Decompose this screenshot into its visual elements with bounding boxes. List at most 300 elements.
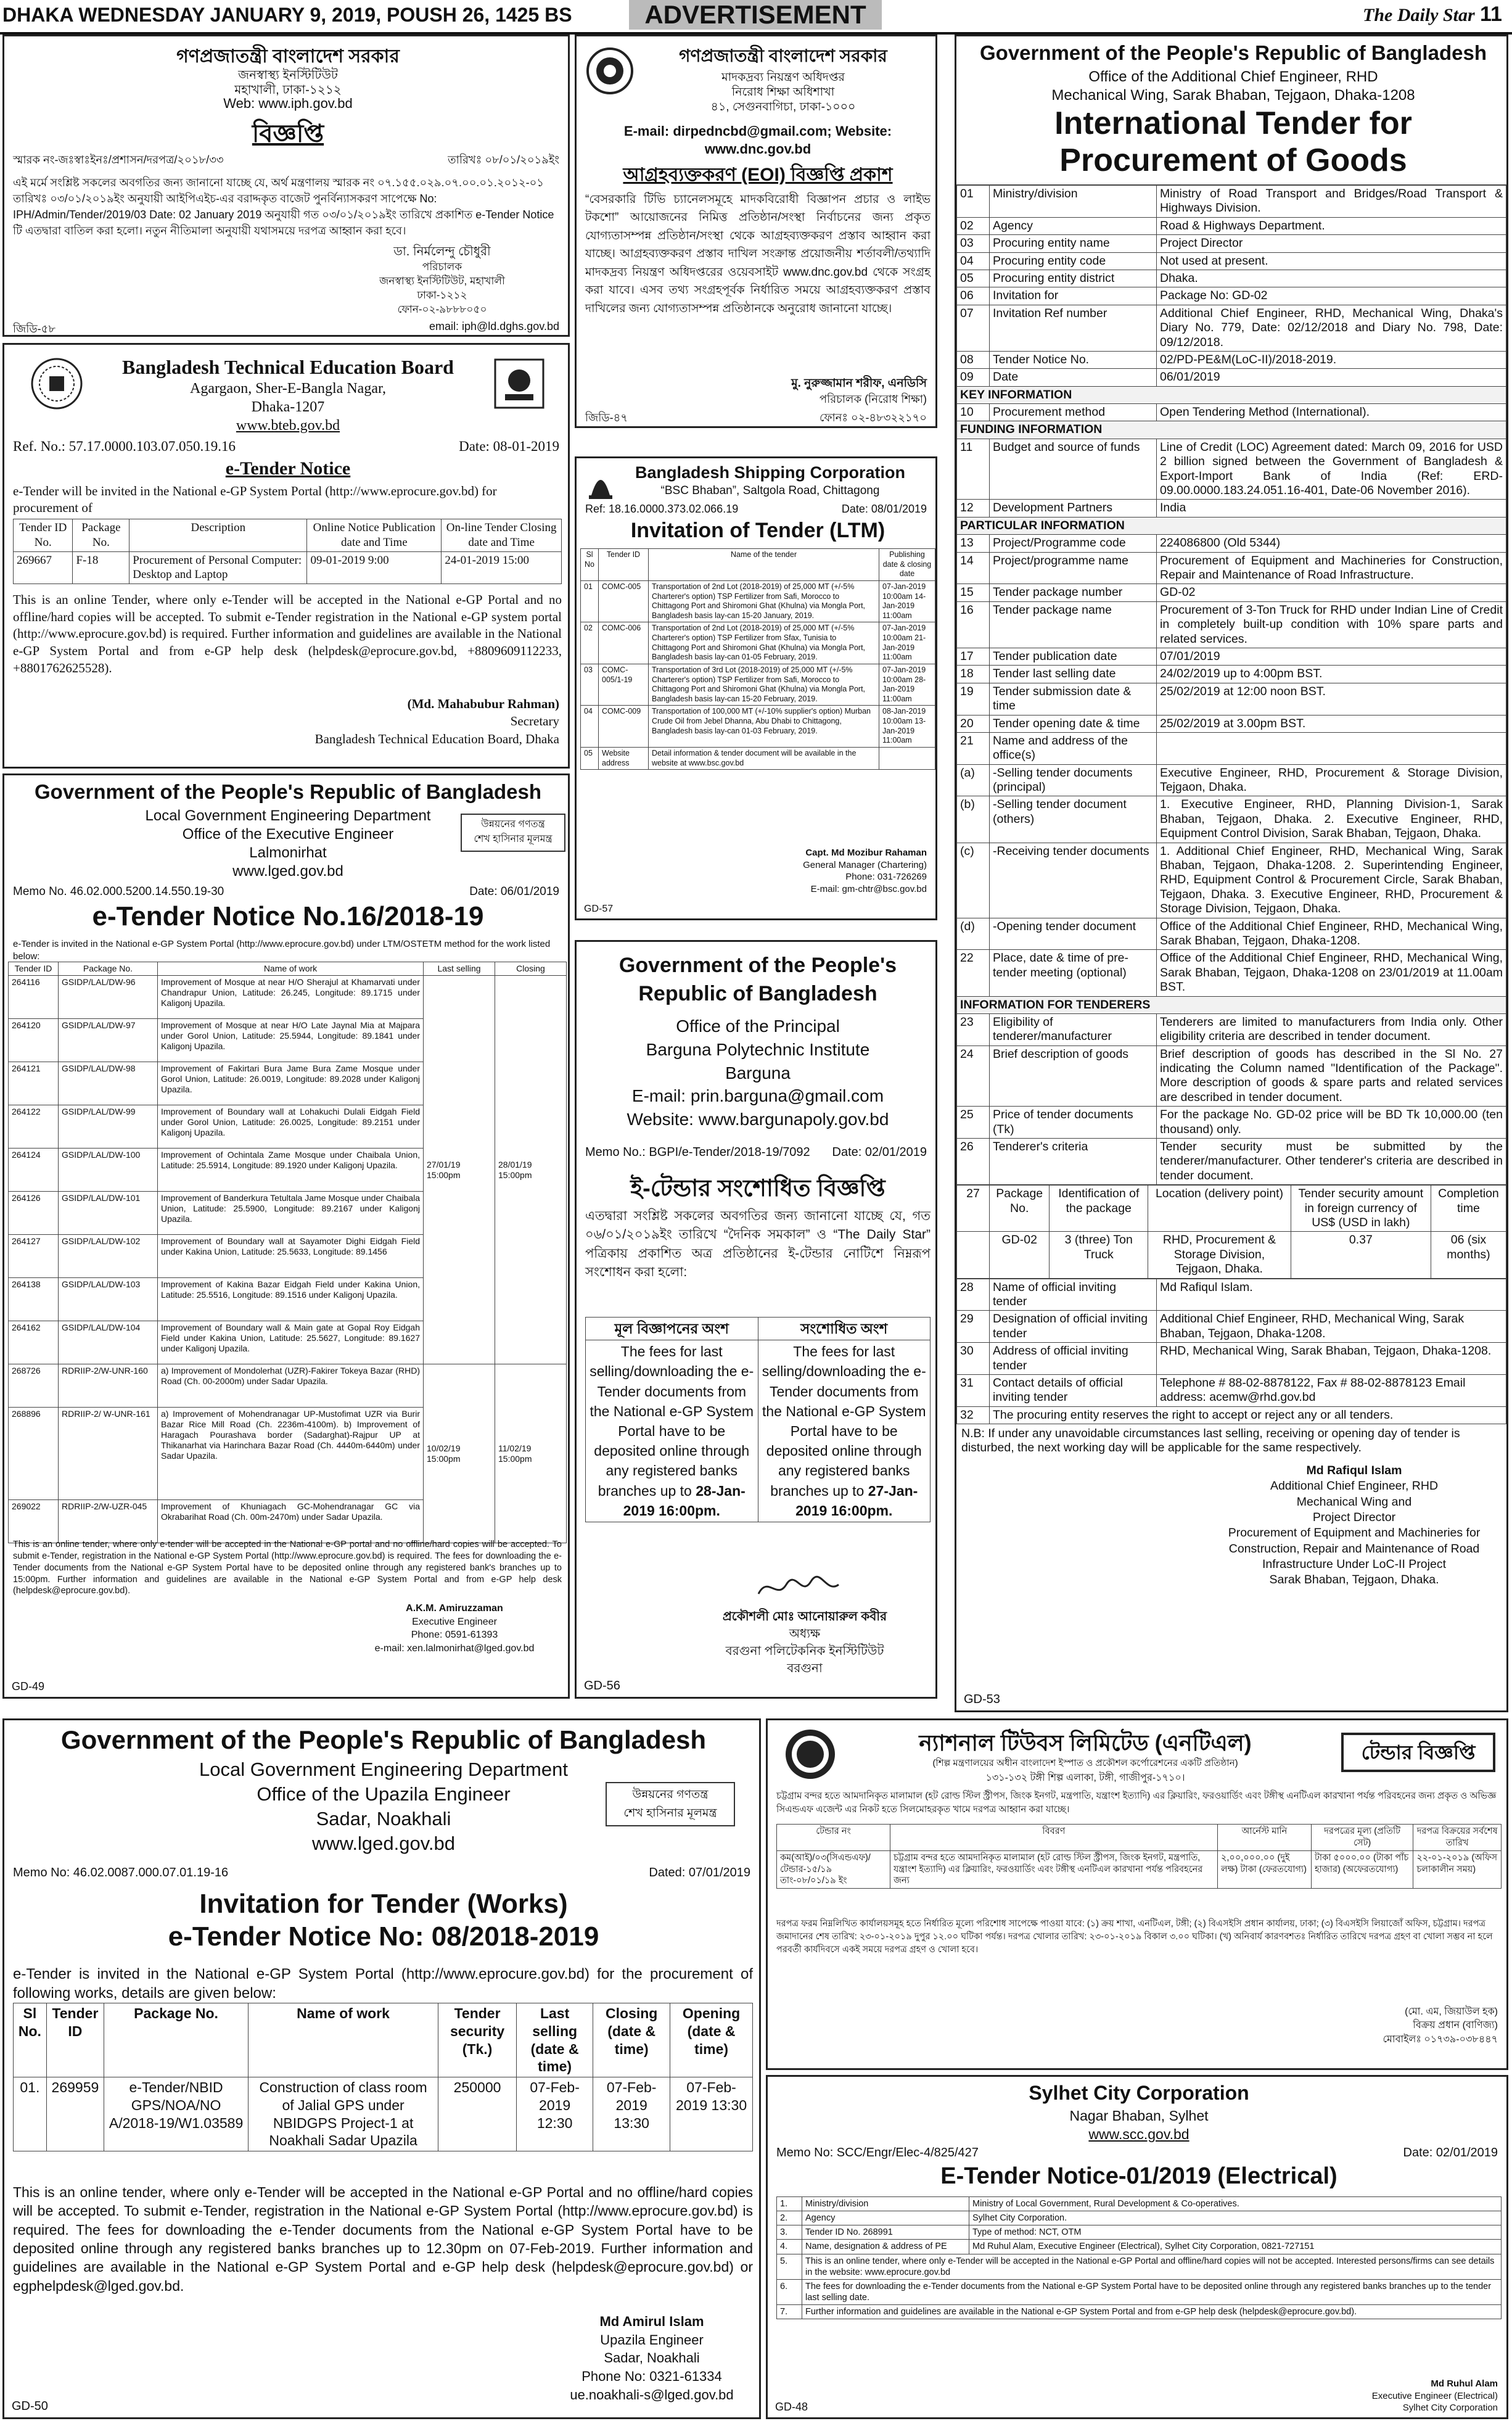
intro: e-Tender will be invited in the National e-GP System Portal (http://www.eprocure.gov.bd) for procurement of: [13, 484, 497, 516]
work-name: Improvement of Mosque at near H/O Sherajul at Khamarvati under Chandrapur Union, Latitude: 26.245, Longitude: 89.1715 under Kaligonj Upazila.: [158, 976, 424, 1019]
table-row: [957, 666, 1506, 683]
table-row: [957, 500, 1506, 517]
ad-ntl: [766, 1718, 1508, 2070]
table-row: [14, 519, 562, 552]
column-header: On-line Tender Closing date and Time: [442, 519, 562, 552]
gd-code: GD-50: [12, 2399, 48, 2413]
gd-code: GD-53: [964, 1693, 1000, 1706]
signature-block: ডা. নির্মলেন্দু চৌধুরী পরিচালক জনস্বাস্থ্য ইনস্টিটিউট, মহাখালী ঢাকা-১২১২ ফোন-০২-৯৮৮৮০৫০: [379, 245, 505, 315]
table-row: [957, 270, 1506, 287]
row-number: 19: [957, 683, 990, 715]
table-row: [957, 764, 1506, 796]
table-cell: 07-Feb-2019 13:30: [670, 2077, 753, 2151]
table-row: [957, 1406, 1506, 1424]
table-row: [957, 552, 1506, 584]
table-cell: 08-Jan-2019 10:00am 13-Jan-2019 11:00am: [879, 706, 935, 748]
package-no: GSIDP/LAL/DW-97: [59, 1019, 158, 1062]
tender-id: 268726: [9, 1364, 59, 1408]
row-number: 11: [957, 439, 990, 500]
table-row: [14, 2077, 753, 2151]
table-cell: COMC-009: [599, 706, 649, 748]
notice-title: e-Tender Notice No.16/2018-19: [92, 901, 484, 931]
column-header: Closing: [495, 962, 567, 976]
table-cell: COMC-005: [599, 580, 649, 622]
tender-table: [776, 1824, 1502, 1889]
table-row: [777, 2240, 1502, 2254]
table-cell: RHD, Procurement & Storage Division, Tejgaon, Dhaka.: [1148, 1232, 1291, 1278]
table-cell: 07-Feb-2019 12:30: [516, 2077, 593, 2151]
table-row: [777, 2225, 1502, 2240]
table-row: [14, 2003, 753, 2077]
memo-no: Memo No. 46.02.000.5200.14.550.19-30: [13, 885, 224, 898]
row-number: 09: [957, 369, 990, 386]
original-text: The fees for last selling/downloading the e-Tender documents from the National e-GP System Portal have to be deposited online through any registered banks branches up to 28-Jan-2019 16:00pm.: [586, 1340, 758, 1522]
row-value: The fees for downloading the e-Tender documents from the National e-GP System Portal have to be deposited online through any registered banks branches up to the tender last selling date.: [802, 2279, 1502, 2304]
table-cell: 04: [581, 706, 599, 748]
table-cell: 269959: [46, 2077, 104, 2151]
row-number: 31: [957, 1374, 990, 1406]
column-header: Package No.: [104, 2003, 249, 2077]
row-value: For the package No. GD-02 price will be BD Tk 10,000.00 (ten thousand) only.: [1157, 1107, 1506, 1139]
table-cell: Procurement of Personal Computer: Desktop and Laptop: [129, 551, 307, 584]
table-cell: 250000: [438, 2077, 517, 2151]
column-header: Description: [129, 519, 307, 552]
row-label: Contact details of official inviting tender: [990, 1374, 1157, 1406]
ad-barguna-poly: [575, 940, 937, 1699]
package-no: GSIDP/LAL/DW-100: [59, 1149, 158, 1192]
org-name: Sylhet City Corporation: [1029, 2082, 1249, 2104]
intro: e-Tender is invited in the National e-GP System Portal (http://www.eprocure.gov.bd) under LTM/OSTETM method for the work listed below:: [13, 939, 551, 962]
tender-id: 264122: [9, 1105, 59, 1149]
table-cell: 07-Jan-2019 10:00am 14-Jan-2019 11:00am: [879, 580, 935, 622]
row-number: 23: [957, 1013, 990, 1046]
column-header: Tender ID: [9, 962, 59, 976]
column-header: টেন্ডার নং: [777, 1825, 890, 1851]
row-value: Procurement of 3-Ton Truck for RHD under Indian Line of Credit in completely built-up condition with 10% spare parts and related services.: [1157, 601, 1506, 648]
org-name: মাদকদ্রব্য নিয়ন্ত্রণ অধিদপ্তর: [721, 71, 845, 84]
table-cell: [879, 747, 935, 769]
memo-no: Memo No: SCC/Engr/Elec-4/825/427: [776, 2146, 979, 2159]
table-row: [957, 217, 1506, 234]
row-number: 16: [957, 601, 990, 648]
tender-id: 268896: [9, 1408, 59, 1500]
row-label: Agency: [990, 217, 1157, 234]
table-cell: e-Tender/NBID GPS/NOA/NO A/2018-19/W1.03589: [104, 2077, 249, 2151]
table-cell: 01: [581, 580, 599, 622]
row-number: 18: [957, 666, 990, 683]
column-header: Name of work: [158, 962, 424, 976]
signature-line: Md Rafiqul Islam: [1306, 1463, 1402, 1477]
column-header: Sl No.: [14, 2003, 47, 2077]
row-number: 32: [957, 1406, 990, 1424]
website: www.lged.gov.bd: [311, 1833, 456, 1854]
table-cell: Transportation of 3rd Lot (2018-2019) of 25,000 MT (+/-5% Charterer's option) TSP Fertilizer from Safi, Morocco to Chittagong Port and Shiromoni Ghat (Khulna) via Mongla Port, Bangladesh basis lay-can 15-20 February, 2019.: [649, 664, 879, 706]
column-header: Opening (date & time): [670, 2003, 753, 2077]
row-label: Ministry/division: [990, 185, 1157, 217]
website: www.bteb.gov.bd: [236, 418, 340, 434]
ad-bsc: [575, 456, 937, 920]
office-place: Lalmonirhat: [249, 844, 327, 861]
org-affiliation: (শিল্প মন্ত্রণালয়ের অধীন বাংলাদেশ ইস্পাত ও প্রকৌশল কর্পোরেশনের একটি প্রতিষ্ঠান): [932, 1758, 1238, 1768]
table-cell: 05: [581, 747, 599, 769]
row-value: RHD, Mechanical Wing, Sarak Bhaban, Tejgaon, Dhaka-1208.: [1157, 1343, 1506, 1375]
column-header: Tender ID: [599, 549, 649, 581]
column-header: Package No.: [59, 962, 158, 976]
row-value: Sylhet City Corporation.: [969, 2211, 1502, 2225]
table-row: [957, 421, 1506, 439]
row-number: (a): [957, 764, 990, 796]
tender-id: 264162: [9, 1321, 59, 1364]
notice-title: International Tender for Procurement of Goods: [1054, 105, 1412, 178]
row-number: 25: [957, 1107, 990, 1139]
row-label: Procuring entity district: [990, 270, 1157, 287]
signature-line: Infrastructure Under LoC-II Project: [1262, 1557, 1447, 1571]
last-selling: 10/02/19 15:00pm: [424, 1364, 495, 1543]
row-label: -Selling tender documents (principal): [990, 764, 1157, 796]
row-value: Road & Highways Department.: [1157, 217, 1506, 234]
table-cell: টাকা ৫০০০.০০ (টাকা পাঁচ হাজার) (অফেরতযোগ্য): [1311, 1850, 1413, 1889]
ntl-logo-icon: [783, 1726, 838, 1782]
office-place: Sadar, Noakhali: [316, 1808, 451, 1829]
table-row: [957, 535, 1506, 552]
row-value: Md Rafiqul Islam.: [1157, 1279, 1506, 1311]
column-header: দরপত্রের মূল্য (প্রতিটি সেট): [1311, 1825, 1413, 1851]
row-value: [1157, 732, 1506, 764]
table-cell: কম(আই)/০৩(সিএন্ডএফ)/ টেন্ডার-১৫/১৯ তাং-০৮/০১/১৯ ইং: [777, 1850, 890, 1889]
row-value: Not used at present.: [1157, 252, 1506, 270]
package-no: GSIDP/LAL/DW-103: [59, 1278, 158, 1321]
amendment-table: [585, 1317, 931, 1522]
table-row: [777, 2305, 1502, 2319]
table-row: [777, 2211, 1502, 2225]
row-label: Tenderer's criteria: [990, 1139, 1157, 1185]
ad-bteb: [2, 343, 570, 769]
table-row: [957, 996, 1506, 1013]
signature-block: Md Amirul Islam Upazila Engineer Sadar, Noakhali Phone No: 0321-61334 ue.noakhali-s@lged.gov.bd: [570, 2314, 734, 2402]
table-cell: Transportation of 2nd Lot (2018-2019) of 25,000 MT (+/-5% Charterer's option) TSP Fertilizer from Sfax, Tunisia to Chittagong Port and Shiromoni Ghat (Khulna) via Mongla Port, Bangladesh basis lay-can 01-05 February, 2019.: [649, 622, 879, 664]
table-cell: ২২-০১-২০১৯ (অফিস চলাকালীন সময়): [1413, 1850, 1502, 1889]
row-number: 29: [957, 1311, 990, 1343]
row-number: 08: [957, 351, 990, 368]
column-header: 27: [957, 1186, 990, 1232]
intro: e-Tender is invited in the National e-GP System Portal (http://www.eprocure.gov.bd) for the procurement of following works, details are given below:: [13, 1966, 753, 2002]
row-number: 05: [957, 270, 990, 287]
row-number: 14: [957, 552, 990, 584]
govt-heading: Government of the People's Republic of Bangladesh: [618, 954, 897, 1005]
row-number: 03: [957, 235, 990, 252]
row-value: 224086800 (Old 5344): [1157, 535, 1506, 552]
table-row: [957, 252, 1506, 270]
row-number: 01: [957, 185, 990, 217]
table-row: [957, 235, 1506, 252]
date: Date: 02/01/2019: [832, 1145, 927, 1159]
tender-id: 264116: [9, 976, 59, 1019]
work-name: Improvement of Banderkura Tetultala Jame Mosque under Chaibala Union, Latitude: 25.5900, Longitude: 89.2167 under Kaligonj Upazila.: [158, 1192, 424, 1235]
column-header: Tender ID No.: [14, 519, 73, 552]
row-value: Additional Chief Engineer, RHD, Mechanical Wing, Sarak Bhaban, Tejgaon, Dhaka-1208.: [1157, 1311, 1506, 1343]
section-label: ADVERTISEMENT: [629, 0, 882, 30]
office-name: Office of the Executive Engineer: [182, 826, 394, 843]
org-address: Nagar Bhaban, Sylhet: [1069, 2108, 1209, 2124]
org-address: “BSC Bhaban”, Saltgola Road, Chittagong: [660, 484, 880, 497]
row-value: Telephone # 88-02-8878122, Fax # 88-02-8878123 Email address: acemw@rhd.gov.bd: [1157, 1374, 1506, 1406]
ad-scc: [766, 2075, 1508, 2419]
closing-date: 28/01/19 15:00pm: [495, 976, 567, 1364]
org-city: Dhaka-1207: [251, 399, 325, 415]
row-number: (c): [957, 843, 990, 918]
notice-body: চট্টগ্রাম বন্দর হতে আমদানিকৃত মালামাল (হট রোল্ড স্টিল স্ট্রীপস, জিংক ইনগট, মন্ত্রপাতি, যন্ত্রাংশ ইত্যাদি) এর ক্লিয়ারিং, ফরওয়ার্ডিং এবং টঙ্গীস্থ এনটিএল কারখানা পর্যন্ত পরিবহনের জন্য প্রকৃত ও অভিজ্ঞ সিএন্ডএফ এজেন্ট এর নিকট হতে সিলমোহরকৃত খামে দরপত্র আহ্বান করা যাচ্ছে।: [776, 1791, 1497, 1815]
row-number: 04: [957, 252, 990, 270]
row-number: 3.: [777, 2225, 802, 2240]
row-value: Office of the Additional Chief Engineer, RHD, Mechanical Wing, Sarak Bhaban, Tejgaon, Dhaka-1208 on 23/01/2019 at 11.00am BST.: [1157, 950, 1506, 996]
notice-title: বিজ্ঞপ্তি: [252, 120, 324, 147]
tender-table: [13, 2003, 753, 2151]
notice-body: This is an online tender, where only e-Tender will be accepted in the National e-GP Portal and no offline/hard copies will be accepted. To submit e-Tender, registration in the National e-GP System Portal (http://www.eprocure.gov.bd) is required. The fees for downloading the e-Tender documents from the National e-GP System Portal have to be deposited online through any registered banks branches up to 12.30pm on 07-Feb-2019. Further information and guidelines are available in the National e-GP System Portal and e-GP help desk (helpdesk@eprocure.gov.bd) or egphelpdesk@lged.gov.bd.: [13, 2184, 753, 2294]
signature-block: (মো. এম, জিয়াউল হক) বিক্রয় প্রধান (বাণিজ্য) মোবাইলঃ ০১৭৩৯-০৩৮৪৪৭: [1383, 2007, 1498, 2045]
table-cell: ২,০০,০০০.০০ (দুই লক্ষ) টাকা (ফেরতযোগ্য): [1217, 1850, 1311, 1889]
office-address: Mechanical Wing, Sarak Bhaban, Tejgaon, Dhaka-1208: [1051, 87, 1415, 104]
table-cell: 269667: [14, 551, 73, 584]
masthead: [0, 0, 1512, 35]
gd-code: জিডি-৪৭: [585, 411, 628, 424]
table-cell: GD-02: [990, 1232, 1050, 1278]
row-number: 7.: [777, 2305, 802, 2319]
date: Dated: 07/01/2019: [649, 1866, 750, 1879]
row-value: Procurement of Equipment and Machineries for Construction, Repair and Maintenance of Road Infrastructure.: [1157, 552, 1506, 584]
column-header: Package No.: [990, 1186, 1050, 1232]
table-row: [14, 551, 562, 584]
memo-date: তারিখঃ ০৮/০১/২০১৯ইং: [448, 154, 559, 166]
table-row: [957, 584, 1506, 601]
table-cell: F-18: [73, 551, 129, 584]
row-label: Project/Programme code: [990, 535, 1157, 552]
row-label: Tender publication date: [990, 648, 1157, 665]
ad-dnc: [575, 35, 937, 428]
column-header: Location (delivery point): [1148, 1186, 1291, 1232]
govt-emblem-icon: [585, 43, 635, 104]
package-no: GSIDP/LAL/DW-99: [59, 1105, 158, 1149]
work-name: a) Improvement of Mohendranagar UP-Mustofimat UZR via Burir Bazar Rice Mill Road (Ch. 2236m-4100m). b) Improvement of Haragach Pourashava border (Sadarghat)-Rajpur UP at Thikanarhat via Harinchara Bazar Road (Ch. 4440m-6440m) under Sadar Upazila.: [158, 1408, 424, 1500]
column-header: বিবরণ: [890, 1825, 1217, 1851]
table-row: [957, 918, 1506, 950]
table-row: [581, 580, 935, 622]
row-label: Agency: [802, 2211, 969, 2225]
memo-no: Memo No: 46.02.0087.000.07.01.19-16: [13, 1866, 229, 1879]
table-row: [957, 1311, 1506, 1343]
row-number: 17: [957, 648, 990, 665]
org-address: মহাখালী, ঢাকা-১২১২: [234, 83, 342, 97]
row-number: 1.: [777, 2197, 802, 2211]
work-name: Improvement of Khuniagach GC-Mohendranagar GC via Okrabarihat Road (Ch. 00m-2470m) under Sadar Upazila.: [158, 1500, 424, 1543]
table-cell: Construction of class room of Jalial GPS under NBIDGPS Project-1 at Noakhali Sadar Upazila: [249, 2077, 438, 2151]
row-number: 13: [957, 535, 990, 552]
row-value: 25/02/2019 at 12:00 noon BST.: [1157, 683, 1506, 715]
package-no: GSIDP/LAL/DW-96: [59, 976, 158, 1019]
tender-info-table: [956, 184, 1506, 1588]
table-row: [957, 351, 1506, 368]
tender-id: 264127: [9, 1235, 59, 1278]
table-row: [777, 1850, 1502, 1889]
section-header: INFORMATION FOR TENDERERS: [957, 996, 1506, 1013]
signature-block: প্রকৌশলী মোঃ আনোয়ারুল কবীর অধ্যক্ষ বরগুনা পলিটেকনিক ইনস্টিটিউট বরগুনা: [722, 1610, 887, 1675]
row-label: Procuring entity code: [990, 252, 1157, 270]
table-cell: 02: [581, 622, 599, 664]
row-value: Line of Credit (LOC) Agreement dated: March 09, 2016 for USD 2 billion signed between the Government of Bangladesh & Export-Import Bank of India (Ref: ERD-09.00.0000.183.24.051.16-401, Date-06 November 2016).: [1157, 439, 1506, 500]
table-row: [957, 796, 1506, 843]
row-value: Ministry of Road Transport and Bridges/Road Transport & Highways Division.: [1157, 185, 1506, 217]
date: Date: 08/01/2019: [841, 503, 927, 515]
row-label: Invitation for: [990, 287, 1157, 305]
table-row: [777, 2254, 1502, 2279]
section-header: FUNDING INFORMATION: [957, 421, 1506, 439]
table-row: [777, 1825, 1502, 1851]
signature-line: Procurement of Equipment and Machineries for: [1228, 1526, 1481, 1540]
signature-line: Sarak Bhaban, Tejgaon, Dhaka.: [1269, 1573, 1439, 1587]
org-address: ১৩১-১৩২ টঙ্গী শিল্প এলাকা, টঙ্গী, গাজীপুর-১৭১০।: [985, 1773, 1185, 1783]
package-no: GSIDP/LAL/DW-101: [59, 1192, 158, 1235]
row-label: Tender Notice No.: [990, 351, 1157, 368]
table-row: [957, 1374, 1506, 1406]
tender-id: 269022: [9, 1500, 59, 1543]
row-number: [957, 1232, 990, 1278]
table-row: [957, 1186, 1506, 1232]
gd-code: জিডি-৫৮: [13, 323, 56, 335]
notice-body: এই মর্মে সংশ্লিষ্ট সকলের অবগতির জন্য জানানো যাচ্ছে যে, অর্থ মন্ত্রণালয় স্মারক নং ০৭.১৫৫.০২৯.০৭.০০.০১.২০১২-০১ তারিখঃ ০৩/০১/২০১৯ইং অনুযায়ী আইপিএইচ-এর বরাদ্দকৃত বাজেট পুনর্বিন্যাসকরণ সাপেক্ষে No: IPH/Admin/Tender/2019/03 Date: 02 January 2019 অনুযায়ী গত ০৩/০১/২০১৯ইং তারিখে প্রকাশিত e-Tender Notice টি এতদ্বারা বাতিল করা হলো। নতুন নীতিমালা অনুযায়ী যথাসময়ে দরপত্র আহ্বান করা হবে।: [13, 176, 554, 237]
website: Web: www.iph.gov.bd: [223, 96, 353, 111]
tender-id: 264121: [9, 1062, 59, 1105]
package-no: GSIDP/LAL/DW-104: [59, 1321, 158, 1364]
email: email: iph@ld.dghs.gov.bd: [429, 320, 559, 332]
signature-block: (Md. Mahabubur Rahman) Secretary Bangladesh Technical Education Board, Dhaka: [314, 696, 559, 746]
row-label: Tender package name: [990, 601, 1157, 648]
table-cell: 3 (three) Ton Truck: [1050, 1232, 1148, 1278]
row-value: Open Tendering Method (International).: [1157, 404, 1506, 421]
tender-id: 264124: [9, 1149, 59, 1192]
row-number: 6.: [777, 2279, 802, 2304]
row-label: Ministry/division: [802, 2197, 969, 2211]
org-name: ন্যাশনাল টিউবস লিমিটেড (এনটিএল): [919, 1730, 1252, 1755]
row-label: Tender last selling date: [990, 666, 1157, 683]
signatory: মু. নুরুজ্জামান শরীফ, এনডিসি: [791, 377, 927, 390]
package-no: GSIDP/LAL/DW-102: [59, 1235, 158, 1278]
row-label: Name of official inviting tender: [990, 1279, 1157, 1311]
notice-title: Invitation for Tender (Works) e-Tender Notice No: 08/2018-2019: [168, 1889, 599, 1952]
row-label: -Receiving tender documents: [990, 843, 1157, 918]
table-row: [957, 601, 1506, 648]
tender-table: [8, 962, 567, 1543]
column-header: দরপত্র বিক্রয়ের সর্বশেষ তারিখ: [1413, 1825, 1502, 1851]
table-row: [957, 305, 1506, 351]
table-row: [957, 1232, 1506, 1278]
memo-no: Memo No.: BGPI/e-Tender/2018-19/7092: [585, 1145, 810, 1159]
work-name: Improvement of Boundary wall at Sayamoter Dighi Eidgah Field under Kakina Union, Latitude: 25.5633, Longitude: 89.1456: [158, 1235, 424, 1278]
table-cell: Transportation of 2nd Lot (2018-2019) of 25,000 MT (+/-5% Charterer's option) TSP Fertilizer from Safi, Morocco to Chittagong Port and Shiromoni Ghat (Khulna) via Mongla Port, Bangladesh basis lay-can 15-20 January, 2019.: [649, 580, 879, 622]
work-name: Improvement of Fakirtari Bura Jame Bura Zame Mosque under Gorol Union, Latitude: 26.0019, Longitude: 89.2028 under Kaligonj Upazila.: [158, 1062, 424, 1105]
row-value: Dhaka.: [1157, 270, 1506, 287]
table-row: [957, 369, 1506, 386]
row-number: 26: [957, 1139, 990, 1185]
row-label: Tender opening date & time: [990, 715, 1157, 732]
notice-body: “বেসরকারি টিভি চ্যানেলসমূহে মাদকবিরোধী বিজ্ঞাপন প্রচার ও লাইভ টকশো” আয়োজনের নিমিত্ত প্রতিষ্ঠান/সংস্থা নির্বাচনের জন্য প্রকৃত যোগ্যতাসম্পন্ন প্রতিষ্ঠান/সংস্থা থেকে আগ্রহব্যক্তকরণ প্রস্তাব আহ্বান করা যাচ্ছে। আগ্রহব্যক্তকরণ প্রস্তাব দাখিল সংক্রান্ত প্রয়োজনীয় শর্তাবলী/তথ্যাদি মাদকদ্রব্য নিয়ন্ত্রণ অধিদপ্তরের ওয়েবসাইট www.dnc.gov.bd থেকে সংগ্রহ করা যাবে। এসব তথ্য সংগ্রহপূর্বক নির্ধারিত সময়ে আগ্রহব্যক্তকরণ প্রস্তাব দাখিলের জন্য যোগ্যতাসম্পন্ন প্রতিষ্ঠানকে অনুরোধ জানানো যাচ্ছে।: [585, 193, 931, 315]
row-number: 02: [957, 217, 990, 234]
row-value: Further information and guidelines are available in the National e-GP System Portal and from e-GP help desk (helpdesk@eprocure.gov.bd).: [802, 2305, 1502, 2319]
table-row: [957, 715, 1506, 732]
row-label: Tender package number: [990, 584, 1157, 601]
amended-column-header: সংশোধিত অংশ: [758, 1318, 931, 1340]
column-header: Identification of the package: [1050, 1186, 1148, 1232]
dateline: DHAKA WEDNESDAY JANUARY 9, 2019, POUSH 26, 1425 BS: [2, 4, 572, 26]
row-value: Office of the Additional Chief Engineer, RHD, Mechanical Wing, Sarak Bhaban, Tejgaon, Dhaka-1208.: [1157, 918, 1506, 950]
row-number: 22: [957, 950, 990, 996]
original-column-header: মূল বিজ্ঞাপনের অংশ: [586, 1318, 758, 1340]
row-value: 06/01/2019: [1157, 369, 1506, 386]
row-label: Name, designation & address of PE: [802, 2240, 969, 2254]
table-row: [581, 747, 935, 769]
tender-badge: টেন্ডার বিজ্ঞপ্তি: [1341, 1733, 1495, 1772]
row-value: 1. Additional Chief Engineer, RHD, Mechanical Wing, Sarak Bhaban, Tejgaon, Dhaka-1208. 2. Superintending Engineer, RHD, Equipment Control & Procurement Circle, Sarak Bhaban, Tejgaon, Dhaka. 3. Executive Engineer, RHD, Procurement & Storage Division, Tejgaon, Dhaka.: [1157, 843, 1506, 918]
memo-no: স্মারক নং-জঃস্বাঃইনঃ/প্রশাসন/দরপত্র/২০১৮/৩৩: [13, 154, 224, 166]
last-selling: 27/01/19 15:00pm: [424, 976, 495, 1364]
tender-table: [776, 2196, 1502, 2319]
signature-block: [1215, 1463, 1493, 1588]
row-label: Procurement method: [990, 404, 1157, 421]
nb-note: N.B: If under any unavoidable circumstances last selling, receiving or opening day of tender is disturbed, the next working day will be applicable for the same respectively.: [961, 1427, 1460, 1455]
work-name: Improvement of Ochintala Zame Mosque under Chaibala Union, Latitude: 25.5914, Longitude: 89.1920 under Kaligonj Upazila.: [158, 1149, 424, 1192]
signature-icon: [755, 1572, 842, 1603]
tender-id: 264126: [9, 1192, 59, 1235]
row-label: Price of tender documents (Tk): [990, 1107, 1157, 1139]
row-number: 07: [957, 305, 990, 351]
row-value: Md Ruhul Alam, Executive Engineer (Electrical), Sylhet City Corporation, 0821-727151: [969, 2240, 1502, 2254]
tender-table: [580, 548, 935, 770]
office-name: Office of the Upazila Engineer: [257, 1783, 511, 1805]
govt-heading: Government of the People's Republic of Bangladesh: [980, 41, 1487, 64]
signature-block: Capt. Md Mozibur Rahaman General Manager (Chartering) Phone: 031-726269 E-mail: gm-chtr@bsc.gov.bd: [803, 848, 927, 894]
signatory-title: পরিচালক (নিরোধ শিক্ষা): [819, 393, 927, 405]
notice-title: ই-টেন্ডার সংশোধিত বিজ্ঞপ্তি: [630, 1176, 885, 1202]
table-cell: 01.: [14, 2077, 47, 2151]
row-label: Tender submission date & time: [990, 683, 1157, 715]
notice-title: আগ্রহব্যক্তকরণ (EOI) বিজ্ঞপ্তি প্রকাশ: [623, 165, 893, 185]
column-header: Tender security amount in foreign currency of US$ (USD in lakh): [1291, 1186, 1431, 1232]
govt-heading: Government of the People's Republic of Bangladesh: [35, 780, 541, 803]
row-number: 20: [957, 715, 990, 732]
row-value: 02/PD-PE&M(LoC-II)/2018-2019.: [1157, 351, 1506, 368]
website: www.lged.gov.bd: [232, 863, 343, 880]
row-value: Ministry of Local Government, Rural Development & Co-operatives.: [969, 2197, 1502, 2211]
website: www.scc.gov.bd: [1088, 2126, 1189, 2142]
notice-notes: দরপত্র ফরম নিম্নলিখিত কার্যালয়সমূহ হতে নির্ধারিত মূল্যে পরিশোধ সাপেক্ষে পাওয়া যাবে: (১) ক্রয় শাখা, এনটিএল, টঙ্গী; (২) বিএসইসি প্রধান কার্যালয়, ঢাকা; (৩) বিএসইসি লিয়াজোঁ অফিস, চট্টগ্রাম। দরপত্র জমাদানের শেষ তারিখ: ২৩-০১-২০১৯ দুপুর ১২.০০ ঘটিকা পর্যন্ত। দরপত্র খোলার তারিখ: ২৩-০১-২০১৯ বিকাল ৩.০০ ঘটিকা। (খ) অনিবার্য কারণবশতঃ নির্ধারিত তারিখে দরপত্র গ্রহণ বা খোলা সম্ভব না হলে পরবর্তী কার্যদিবসে একই সময়ে দরপত্র গ্রহণ ও খোলা হবে।: [776, 1919, 1493, 1955]
column-header: Completion time: [1431, 1186, 1506, 1232]
notice-body: This is an online Tender, where only e-Tender will be accepted in the National e-GP Portal and no offline/hard copies will be accepted. To submit e-Tender registration in the National e-GP system portal (http://www.eprocure.gov.bd) is required. Further information and guidelines are available in the National e-GP System Portal and from e-GP help desk (helpdesk@eprocure.gov.bd, +8809609112233, +8801762625528).: [13, 592, 562, 675]
package-no: GSIDP/LAL/DW-98: [59, 1062, 158, 1105]
work-name: a) Improvement of Mondolerhat (UZR)-Fakirer Tokeya Bazar (RHD) Road (Ch. 00-2000m) under Sadar Upazila.: [158, 1364, 424, 1408]
ad-lged-noakhali: [2, 1718, 761, 2419]
row-number: 15: [957, 584, 990, 601]
column-header: Tender security (Tk.): [438, 2003, 517, 2077]
row-value: Tender security must be submitted by the tenderer/manufacturer. Other tenderer's criteria are described in tender document.: [1157, 1139, 1506, 1185]
row-value: Brief description of goods has described in the Sl No. 27 indicating the Column named "Identification of the Package". More description of goods & spare parts and related services are described in tender document.: [1157, 1046, 1506, 1107]
row-number: 06: [957, 287, 990, 305]
package-no: RDRIIP-2/W-UZR-045: [59, 1500, 158, 1543]
column-header: Closing (date & time): [593, 2003, 670, 2077]
row-value: India: [1157, 500, 1506, 517]
signature-block: Md Ruhul Alam Executive Engineer (Electrical) Sylhet City Corporation: [1371, 2378, 1498, 2413]
office-name: Office of the Additional Chief Engineer, RHD: [1088, 68, 1378, 85]
ad-iph: [2, 35, 570, 337]
page-number: 11: [1480, 2, 1502, 26]
section-header: KEY INFORMATION: [957, 386, 1506, 403]
